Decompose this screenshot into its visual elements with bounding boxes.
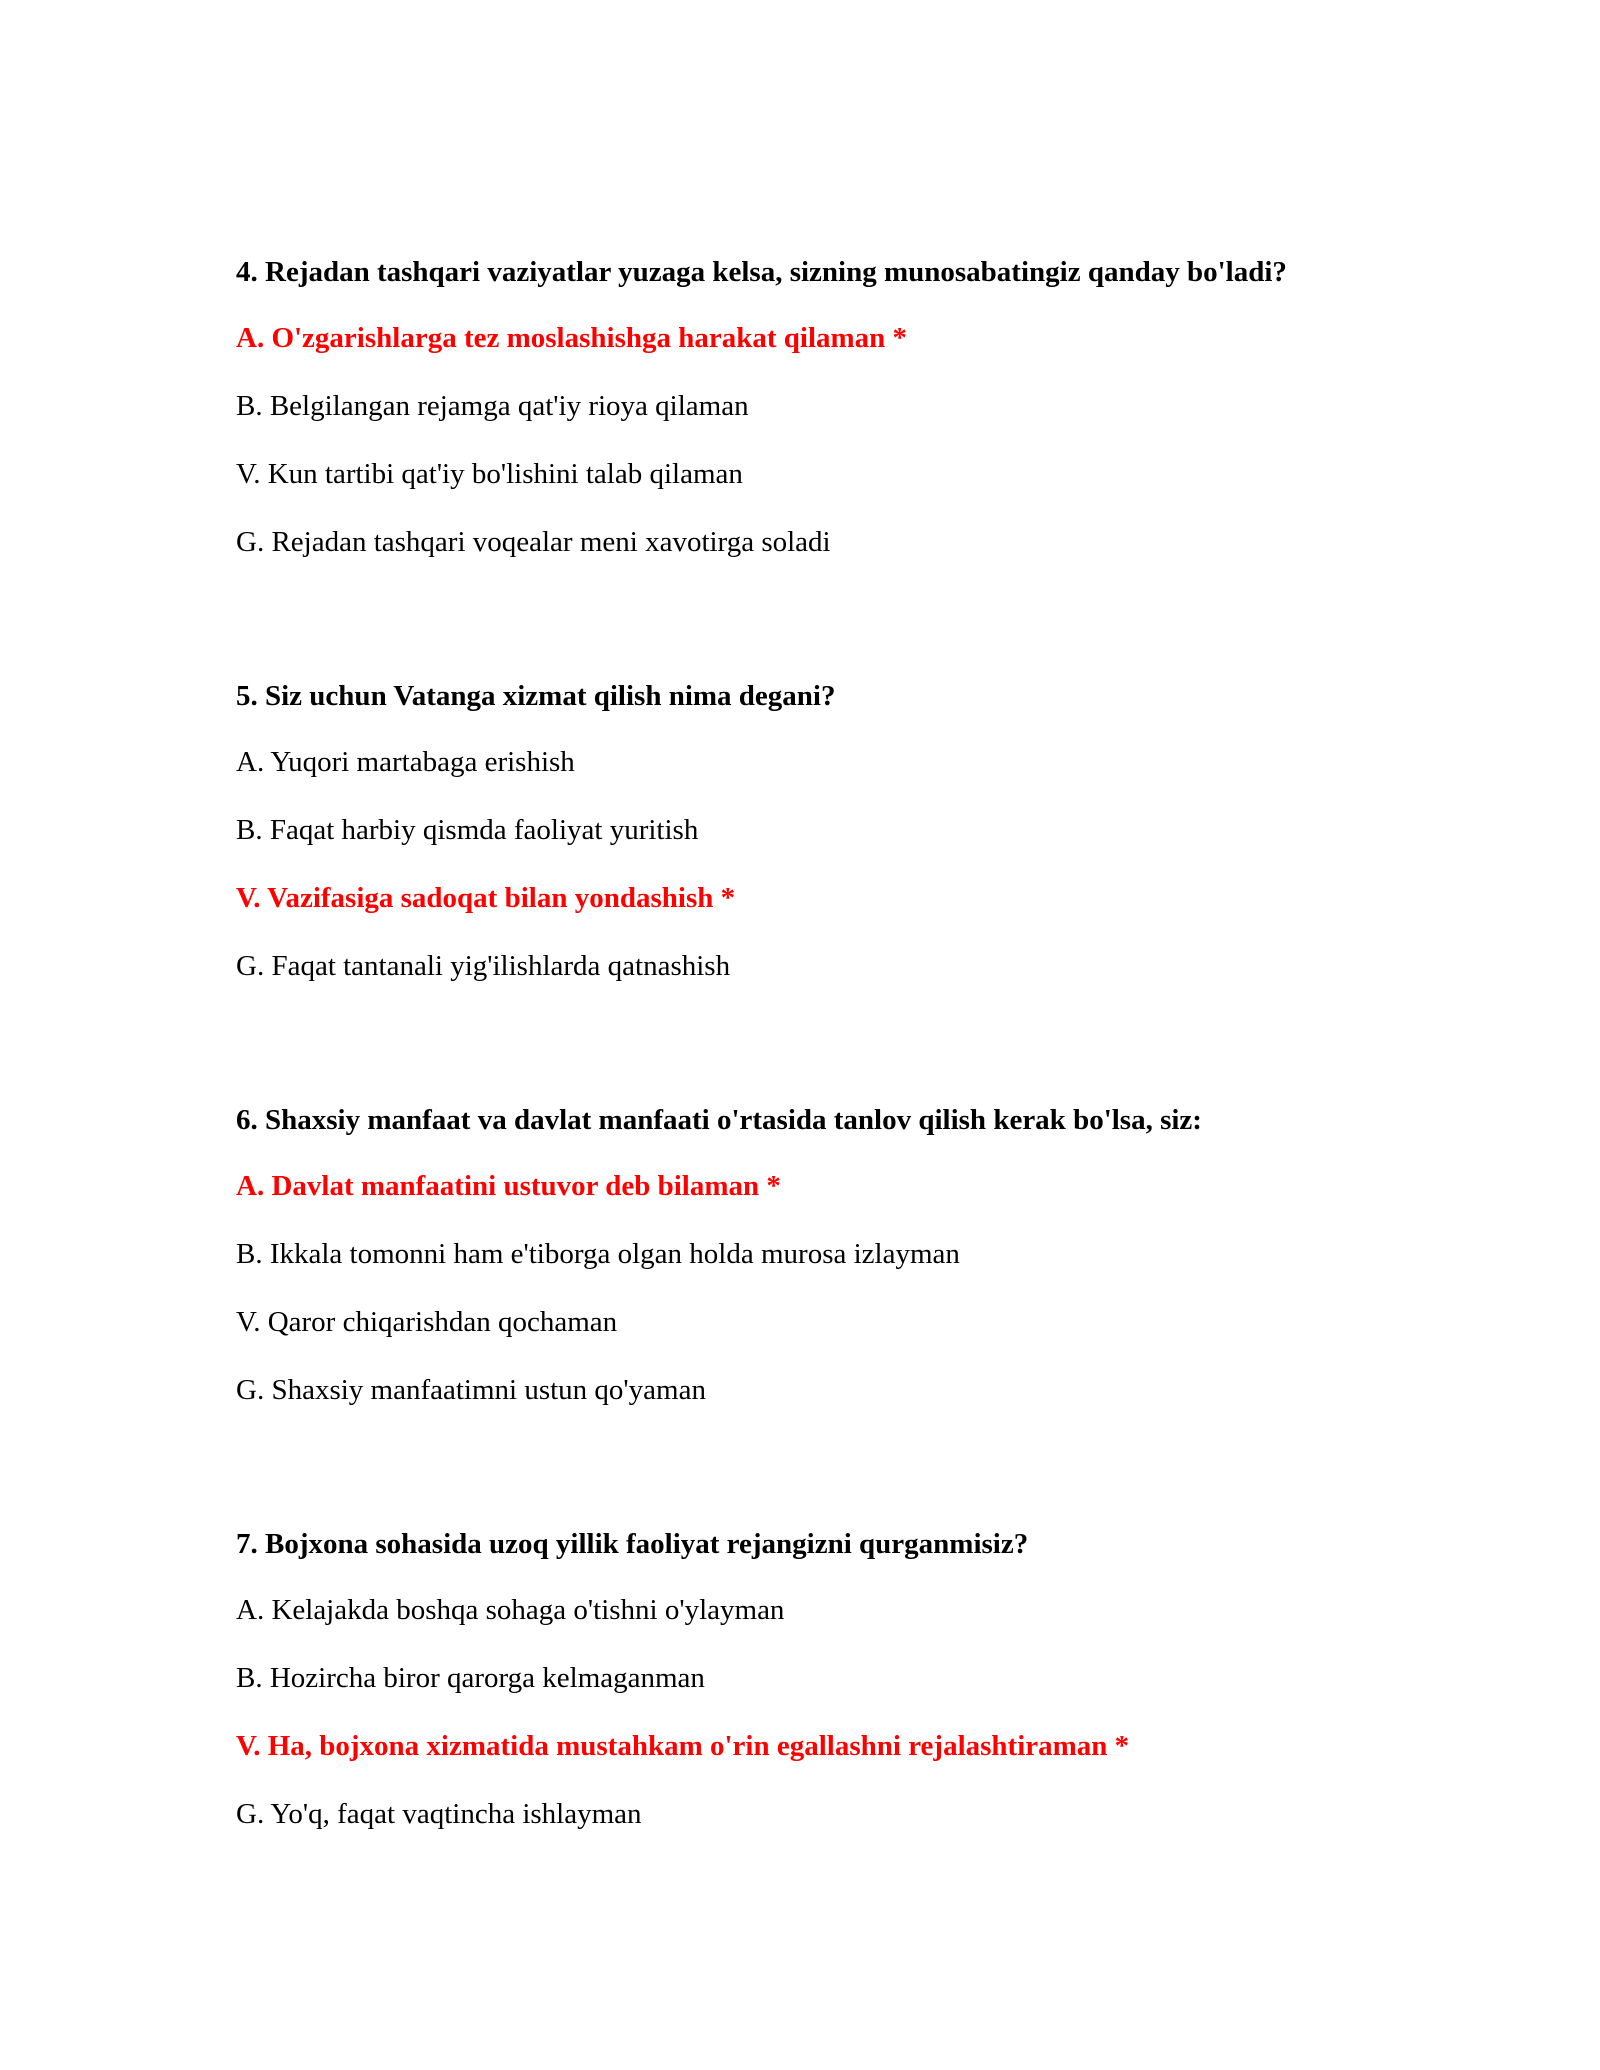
answer-option: G. Shaxsiy manfaatimni ustun qo'yaman (236, 1374, 706, 1406)
answer-option: B. Faqat harbiy qismda faoliyat yuritish (236, 814, 699, 846)
answer-option: V. Qaror chiqarishdan qochaman (236, 1306, 618, 1338)
answer-option: A. Davlat manfaatini ustuvor deb bilaman * (236, 1170, 781, 1202)
answer-option: G. Faqat tantanali yig'ilishlarda qatnashish (236, 950, 731, 982)
question-block (236, 676, 1376, 986)
answer-option: A. O'zgarishlarga tez moslashishga harakat qilaman * (236, 322, 908, 354)
question-text: 6. Shaxsiy manfaat va davlat manfaati o'rtasida tanlov qilish kerak bo'lsa, siz: (236, 1104, 1202, 1136)
answer-option: G. Yo'q, faqat vaqtincha ishlayman (236, 1798, 642, 1830)
question-text: 4. Rejadan tashqari vaziyatlar yuzaga kelsa, sizning munosabatingiz qanday bo'ladi? (236, 256, 1287, 288)
answer-option: G. Rejadan tashqari voqealar meni xavotirga soladi (236, 526, 831, 558)
answer-option: A. Kelajakda boshqa sohaga o'tishni o'ylayman (236, 1594, 785, 1626)
document-page (236, 252, 1376, 1834)
answer-option: V. Kun tartibi qat'iy bo'lishini talab qilaman (236, 458, 743, 490)
answer-option: B. Belgilangan rejamga qat'iy rioya qilaman (236, 390, 749, 422)
answer-option: B. Ikkala tomonni ham e'tiborga olgan holda murosa izlayman (236, 1238, 960, 1270)
question-block (236, 252, 1376, 562)
question-text: 5. Siz uchun Vatanga xizmat qilish nima degani? (236, 680, 836, 712)
question-block (236, 1524, 1376, 1834)
question-block (236, 1100, 1376, 1410)
answer-option: V. Vazifasiga sadoqat bilan yondashish * (236, 882, 736, 914)
question-text: 7. Bojxona sohasida uzoq yillik faoliyat rejangizni qurganmisiz? (236, 1528, 1029, 1560)
answer-option: B. Hozircha biror qarorga kelmaganman (236, 1662, 705, 1694)
answer-option: V. Ha, bojxona xizmatida mustahkam o'rin egallashni rejalashtiraman * (236, 1730, 1130, 1762)
answer-option: A. Yuqori martabaga erishish (236, 746, 575, 778)
